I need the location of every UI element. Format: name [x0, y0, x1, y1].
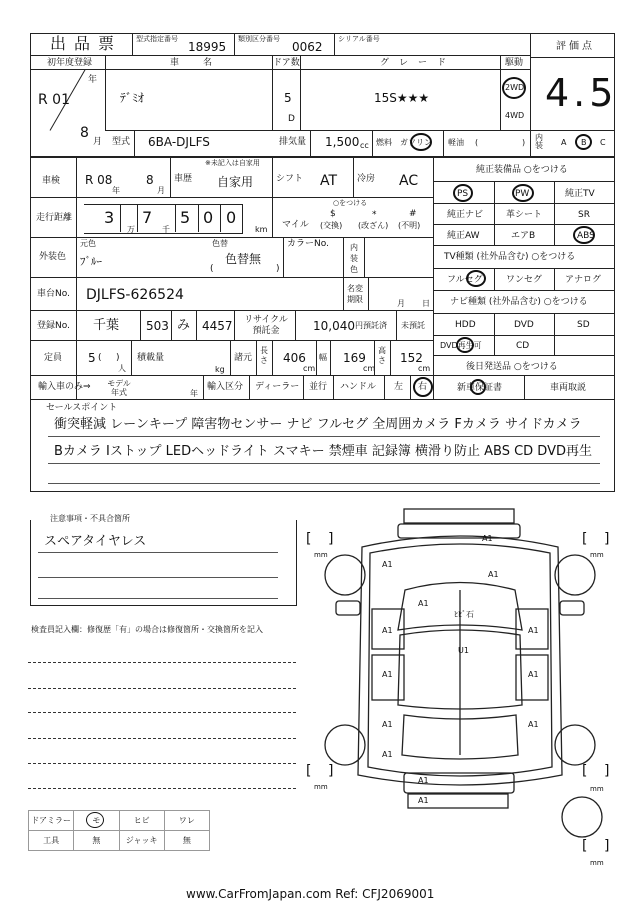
mileage-digit-1: 3	[104, 208, 115, 227]
damage-mark: A1	[528, 720, 539, 729]
svg-text:[: [	[306, 531, 312, 547]
model-designation: 18995	[188, 40, 227, 54]
dvd-playback-circle	[456, 337, 474, 353]
damage-mark: ﾋﾋﾞ石	[454, 610, 474, 619]
length: 406	[283, 351, 306, 365]
height: 152	[400, 351, 423, 365]
damage-mark: A1	[482, 534, 493, 543]
abs-circle	[573, 226, 595, 244]
mileage-digit-3: 5	[180, 208, 191, 227]
category-number: 0062	[292, 40, 323, 54]
vehicle-name: ﾃﾞﾐｵ	[120, 91, 145, 105]
air-conditioner: AC	[399, 173, 419, 189]
door-count: 5	[284, 91, 292, 105]
svg-text:[: [	[582, 838, 588, 854]
damage-mark: A1	[382, 670, 393, 679]
damage-mark: A1	[418, 599, 429, 608]
svg-text:]: ]	[604, 531, 610, 547]
displacement: 1,500	[325, 135, 360, 149]
seating-capacity: 5	[88, 351, 96, 365]
registration-kana: み	[177, 318, 191, 333]
svg-text:mm: mm	[314, 551, 328, 559]
pw-circle	[512, 184, 534, 202]
sales-points-line-2: Bカメラ Iストップ LEDヘッドライト スマキー 禁煙車 記録簿 横滑り防止 ABS CD DVD再生	[54, 444, 592, 459]
damage-mark: A1	[382, 626, 393, 635]
inspection-month: 8	[146, 173, 154, 187]
fuel-circle	[410, 133, 432, 151]
mileage-digit-2: 7	[142, 208, 153, 227]
damage-mark: A1	[418, 796, 429, 805]
car-damage-diagram	[300, 505, 630, 875]
registration-number: 4457	[202, 319, 233, 333]
rating-score: 4.5	[545, 71, 618, 115]
shift: AT	[320, 173, 338, 189]
grade: 15S★★★	[374, 91, 430, 105]
damage-mark: A1	[418, 776, 429, 785]
svg-text:mm: mm	[590, 859, 604, 867]
mileage-digit-5: 0	[226, 208, 237, 227]
tools-table: ドアミラー モ ヒビ ワレ 工具 無 ジャッキ 無	[28, 810, 210, 851]
interior-grade-circle	[575, 134, 592, 150]
mileage-digit-4: 0	[203, 208, 214, 227]
damage-mark: A1	[382, 560, 393, 569]
mirror-circle	[86, 812, 104, 828]
svg-text:mm: mm	[590, 551, 604, 559]
svg-text:mm: mm	[590, 785, 604, 793]
svg-text:mm: mm	[314, 783, 328, 791]
ps-circle	[453, 184, 473, 202]
page-title: 出品票	[50, 34, 123, 53]
svg-text:]: ]	[328, 763, 334, 779]
vehicle-history: 自家用	[217, 175, 254, 189]
original-color: ﾌﾞﾙｰ	[80, 255, 102, 268]
damage-mark: A1	[488, 570, 499, 579]
fullseg-circle	[466, 270, 486, 287]
model-code: 6BA-DJLFS	[148, 135, 210, 149]
sales-points-line-1: 衝突軽減 レーンキープ 障害物センサー ナビ フルセグ 全周囲カメラ Fカメラ サイドカメラ	[54, 417, 582, 432]
damage-mark: U1	[458, 646, 469, 655]
warranty-circle	[470, 379, 486, 395]
damage-mark: A1	[382, 720, 393, 729]
notes-line-1: スペアタイヤレス	[44, 534, 147, 549]
repaint-status: 色替無	[225, 252, 262, 266]
registration-class: 503	[146, 319, 169, 333]
rating-label: 評価点	[556, 41, 595, 52]
first-registration-year: R 01	[38, 92, 70, 108]
svg-text:[: [	[582, 763, 588, 779]
registration-prefecture: 千葉	[93, 318, 120, 333]
svg-text:]: ]	[328, 531, 334, 547]
recycle-deposit: 10,040	[313, 319, 355, 333]
damage-mark: A1	[528, 670, 539, 679]
svg-text:]: ]	[604, 763, 610, 779]
svg-text:]: ]	[604, 838, 610, 854]
footer-reference: www.CarFromJapan.com Ref: CFJ2069001	[186, 887, 435, 901]
inspection-year: R 08	[85, 173, 113, 187]
svg-text:[: [	[306, 763, 312, 779]
width: 169	[343, 351, 366, 365]
equipment-title: 純正装備品 ○をつける	[476, 165, 568, 175]
handle-circle	[413, 377, 433, 397]
damage-mark: A1	[382, 750, 393, 759]
damage-mark: A1	[528, 626, 539, 635]
chassis-number: DJLFS-626524	[86, 287, 184, 303]
first-registration-month: 8	[80, 125, 89, 141]
svg-text:[: [	[582, 531, 588, 547]
fuel-type: ガソリン	[400, 138, 432, 147]
